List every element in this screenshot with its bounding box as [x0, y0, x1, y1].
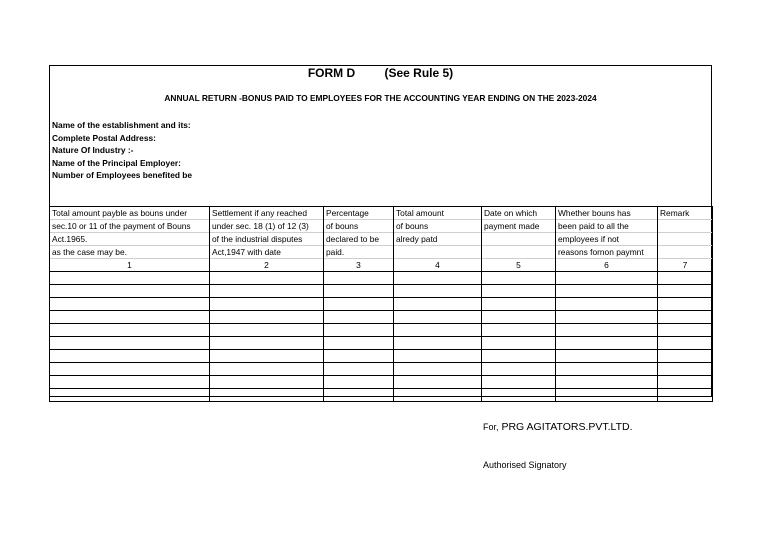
- table-cell: [394, 350, 482, 363]
- table-row: [50, 376, 713, 389]
- column-number-row: [50, 259, 713, 272]
- for-label: For,: [483, 422, 499, 432]
- table-row: [50, 272, 713, 285]
- table-cell: [394, 298, 482, 311]
- table-row: [50, 389, 713, 402]
- header-cell: been paid to all the: [556, 220, 658, 233]
- header-cell: payment made: [482, 220, 556, 233]
- table-cell: [556, 376, 658, 389]
- table-cell: [50, 350, 210, 363]
- table-cell: [324, 363, 394, 376]
- form-d: [49, 65, 712, 397]
- table-cell: [324, 324, 394, 337]
- table-cell: [658, 272, 713, 285]
- table-cell: [394, 272, 482, 285]
- header-cell: Remark: [658, 207, 713, 220]
- table-cell: [50, 363, 210, 376]
- header-cell: Total amount: [394, 207, 482, 220]
- table-cell: [394, 376, 482, 389]
- table-row: [50, 363, 713, 376]
- table-cell: [482, 285, 556, 298]
- table-cell: [50, 337, 210, 350]
- table-cell: [556, 272, 658, 285]
- table-cell: [50, 311, 210, 324]
- table-cell: [394, 337, 482, 350]
- header-cell: Percentage: [324, 207, 394, 220]
- header-cell: [394, 246, 482, 259]
- header-row: [50, 246, 713, 259]
- column-number: 2: [210, 259, 324, 272]
- table-row: [50, 285, 713, 298]
- header-row: [50, 233, 713, 246]
- company-signature-line: [483, 421, 633, 433]
- table-cell: [210, 376, 324, 389]
- header-cell: [482, 246, 556, 259]
- header-cell: of bouns: [324, 220, 394, 233]
- table-cell: [556, 350, 658, 363]
- header-cell: Whether bouns has: [556, 207, 658, 220]
- header-cell: [482, 233, 556, 246]
- table-cell: [658, 324, 713, 337]
- table-cell: [556, 363, 658, 376]
- header-cell: Settlement if any reached: [210, 207, 324, 220]
- table-cell: [556, 337, 658, 350]
- column-number: 3: [324, 259, 394, 272]
- nature-of-industry-label: Nature Of Industry :-: [52, 145, 134, 155]
- column-number: 7: [658, 259, 713, 272]
- header-cell: [658, 220, 713, 233]
- table-cell: [658, 350, 713, 363]
- table-cell: [50, 389, 210, 402]
- table-cell: [210, 272, 324, 285]
- table-row: [50, 337, 713, 350]
- header-cell: declared to be: [324, 233, 394, 246]
- table-cell: [556, 285, 658, 298]
- principal-employer-label: Name of the Principal Employer:: [52, 158, 181, 168]
- table-cell: [324, 298, 394, 311]
- header-cell: Total amount payble as bouns under: [50, 207, 210, 220]
- header-cell: sec.10 or 11 of the payment of Bouns: [50, 220, 210, 233]
- table-cell: [482, 298, 556, 311]
- table-cell: [210, 298, 324, 311]
- table-cell: [210, 363, 324, 376]
- header-cell: under sec. 18 (1) of 12 (3): [210, 220, 324, 233]
- table-cell: [394, 311, 482, 324]
- table-cell: [658, 337, 713, 350]
- table-cell: [324, 376, 394, 389]
- form-title: [50, 66, 711, 80]
- table-cell: [394, 389, 482, 402]
- table-cell: [556, 324, 658, 337]
- table-cell: [210, 350, 324, 363]
- header-row: [50, 220, 713, 233]
- table-row: [50, 324, 713, 337]
- header-cell: [658, 233, 713, 246]
- establishment-name-label: Name of the establishment and its:: [52, 120, 191, 130]
- postal-address-label: Complete Postal Address:: [52, 133, 156, 143]
- table-cell: [556, 298, 658, 311]
- table-cell: [210, 389, 324, 402]
- table-cell: [324, 285, 394, 298]
- table-cell: [210, 337, 324, 350]
- table-cell: [324, 350, 394, 363]
- bonus-return-table: [49, 206, 713, 402]
- table-cell: [210, 285, 324, 298]
- table-cell: [658, 298, 713, 311]
- table-cell: [658, 311, 713, 324]
- header-cell: paid.: [324, 246, 394, 259]
- form-subtitle: ANNUAL RETURN -BONUS PAID TO EMPLOYEES FOR THE ACCOUNTING YEAR ENDING ON THE 2023-2024: [164, 93, 597, 103]
- table-row: [50, 311, 713, 324]
- header-cell: reasons fornon paymnt: [556, 246, 658, 259]
- table-row: [50, 298, 713, 311]
- form-name: FORM D: [307, 66, 356, 80]
- header-cell: as the case may be.: [50, 246, 210, 259]
- table-cell: [324, 337, 394, 350]
- table-cell: [658, 363, 713, 376]
- header-cell: alredy patd: [394, 233, 482, 246]
- table-cell: [394, 324, 482, 337]
- table-cell: [324, 389, 394, 402]
- company-name: PRG AGITATORS.PVT.LTD.: [501, 421, 633, 433]
- table-cell: [556, 389, 658, 402]
- table-row: [50, 350, 713, 363]
- column-number: 5: [482, 259, 556, 272]
- table-cell: [50, 376, 210, 389]
- table-cell: [394, 363, 482, 376]
- table-cell: [658, 285, 713, 298]
- table-cell: [482, 350, 556, 363]
- table-cell: [482, 337, 556, 350]
- table-cell: [482, 311, 556, 324]
- table-cell: [210, 324, 324, 337]
- authorised-signatory: Authorised Signatory: [483, 460, 567, 470]
- table-cell: [50, 324, 210, 337]
- table-cell: [324, 272, 394, 285]
- table-cell: [556, 311, 658, 324]
- header-cell: Act.1965.: [50, 233, 210, 246]
- header-cell: of bouns: [394, 220, 482, 233]
- table-cell: [658, 376, 713, 389]
- table-cell: [324, 311, 394, 324]
- table-cell: [482, 389, 556, 402]
- table-cell: [482, 272, 556, 285]
- table-cell: [50, 285, 210, 298]
- table-cell: [482, 363, 556, 376]
- table-cell: [482, 376, 556, 389]
- rule-reference: (See Rule 5): [384, 66, 454, 80]
- column-number: 6: [556, 259, 658, 272]
- employees-benefited-label: Number of Employees benefited be: [52, 170, 193, 180]
- header-cell: Act,1947 with date: [210, 246, 324, 259]
- table-cell: [482, 324, 556, 337]
- column-number: 4: [394, 259, 482, 272]
- column-number: 1: [50, 259, 210, 272]
- table-cell: [394, 285, 482, 298]
- table-cell: [50, 272, 210, 285]
- table-cell: [50, 298, 210, 311]
- table-cell: [210, 311, 324, 324]
- header-cell: [658, 246, 713, 259]
- table-cell: [658, 389, 713, 402]
- header-row: [50, 207, 713, 220]
- header-cell: Date on which: [482, 207, 556, 220]
- header-cell: of the industrial disputes: [210, 233, 324, 246]
- header-cell: employees if not: [556, 233, 658, 246]
